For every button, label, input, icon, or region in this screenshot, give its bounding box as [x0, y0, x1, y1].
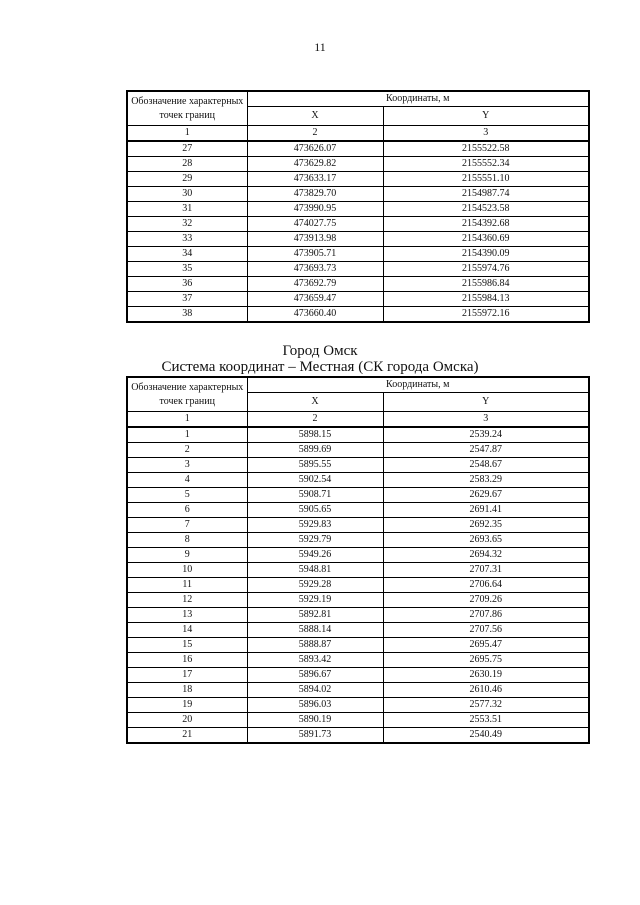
coordinate-system-heading: Система координат – Местная (СК города Омска)	[161, 359, 479, 375]
x-header: X	[247, 393, 383, 412]
point-number-cell: 31	[127, 202, 247, 217]
y-coordinate-cell: 2692.35	[383, 518, 589, 533]
table-row	[127, 728, 589, 744]
point-label-header: Обозначение характерных точек границ	[127, 377, 247, 412]
x-coordinate-cell: 5949.26	[247, 548, 383, 563]
table-row	[127, 307, 589, 323]
x-coordinate-cell: 5948.81	[247, 563, 383, 578]
table-row	[127, 683, 589, 698]
y-coordinate-cell: 2630.19	[383, 668, 589, 683]
table-row	[127, 292, 589, 307]
city-heading: Город Омск	[282, 343, 358, 359]
y-coordinate-cell: 2553.51	[383, 713, 589, 728]
point-number-cell: 3	[127, 458, 247, 473]
x-coordinate-cell: 5929.83	[247, 518, 383, 533]
table-row	[127, 698, 589, 713]
point-number-cell: 13	[127, 608, 247, 623]
table-row	[127, 262, 589, 277]
table-row	[127, 533, 589, 548]
y-coordinate-cell: 2155974.76	[383, 262, 589, 277]
point-number-cell: 28	[127, 157, 247, 172]
y-coordinate-cell: 2548.67	[383, 458, 589, 473]
table-row	[127, 202, 589, 217]
y-coordinate-cell: 2155552.34	[383, 157, 589, 172]
point-number-cell: 8	[127, 533, 247, 548]
point-number-cell: 18	[127, 683, 247, 698]
point-number-cell: 4	[127, 473, 247, 488]
point-number-cell: 11	[127, 578, 247, 593]
x-coordinate-cell: 5905.65	[247, 503, 383, 518]
y-coordinate-cell: 2577.32	[383, 698, 589, 713]
table-row	[127, 443, 589, 458]
coordinates-header: Координаты, м	[247, 377, 589, 393]
column-number: 2	[247, 412, 383, 428]
point-number-cell: 29	[127, 172, 247, 187]
x-coordinate-cell: 473692.79	[247, 277, 383, 292]
y-coordinate-cell: 2154523.58	[383, 202, 589, 217]
column-number: 3	[383, 412, 589, 428]
point-number-cell: 20	[127, 713, 247, 728]
y-header: Y	[383, 393, 589, 412]
x-coordinate-cell: 474027.75	[247, 217, 383, 232]
table-row	[127, 713, 589, 728]
table-row	[127, 232, 589, 247]
y-coordinate-cell: 2154392.68	[383, 217, 589, 232]
x-coordinate-cell: 5898.15	[247, 427, 383, 443]
y-coordinate-cell: 2693.65	[383, 533, 589, 548]
x-coordinate-cell: 5891.73	[247, 728, 383, 744]
x-coordinate-cell: 473633.17	[247, 172, 383, 187]
table-row	[127, 653, 589, 668]
point-number-cell: 34	[127, 247, 247, 262]
point-label-header: Обозначение характерных точек границ	[127, 91, 247, 126]
point-number-cell: 2	[127, 443, 247, 458]
table-row	[127, 427, 589, 443]
point-number-cell: 27	[127, 141, 247, 157]
table-body	[127, 141, 589, 322]
table-row	[127, 638, 589, 653]
table-row	[127, 503, 589, 518]
y-coordinate-cell: 2709.26	[383, 593, 589, 608]
table-row	[127, 473, 589, 488]
y-coordinate-cell: 2707.31	[383, 563, 589, 578]
point-number-cell: 1	[127, 427, 247, 443]
y-coordinate-cell: 2154390.09	[383, 247, 589, 262]
y-coordinate-cell: 2583.29	[383, 473, 589, 488]
x-coordinate-cell: 5896.67	[247, 668, 383, 683]
table-row	[127, 187, 589, 202]
y-coordinate-cell: 2695.75	[383, 653, 589, 668]
y-coordinate-cell: 2155972.16	[383, 307, 589, 323]
x-coordinate-cell: 473659.47	[247, 292, 383, 307]
x-coordinate-cell: 5899.69	[247, 443, 383, 458]
point-number-cell: 36	[127, 277, 247, 292]
table-row	[127, 157, 589, 172]
x-coordinate-cell: 5895.55	[247, 458, 383, 473]
point-number-cell: 33	[127, 232, 247, 247]
x-coordinate-cell: 473913.98	[247, 232, 383, 247]
table-row	[127, 488, 589, 503]
point-number-cell: 7	[127, 518, 247, 533]
table-row	[127, 217, 589, 232]
x-coordinate-cell: 5902.54	[247, 473, 383, 488]
point-number-cell: 38	[127, 307, 247, 323]
y-coordinate-cell: 2707.56	[383, 623, 589, 638]
table-body	[127, 427, 589, 743]
x-coordinate-cell: 473693.73	[247, 262, 383, 277]
y-coordinate-cell: 2155522.58	[383, 141, 589, 157]
x-coordinate-cell: 473660.40	[247, 307, 383, 323]
column-number: 3	[383, 126, 589, 142]
table-row	[127, 458, 589, 473]
point-number-cell: 12	[127, 593, 247, 608]
page-number: 11	[314, 40, 326, 54]
table-row	[127, 578, 589, 593]
table-row	[127, 141, 589, 157]
table-row	[127, 172, 589, 187]
coordinates-table-1	[126, 90, 590, 323]
point-number-cell: 10	[127, 563, 247, 578]
table-row	[127, 668, 589, 683]
x-coordinate-cell: 5890.19	[247, 713, 383, 728]
column-number: 1	[127, 412, 247, 428]
x-coordinate-cell: 5896.03	[247, 698, 383, 713]
point-number-cell: 6	[127, 503, 247, 518]
y-coordinate-cell: 2540.49	[383, 728, 589, 744]
x-coordinate-cell: 5894.02	[247, 683, 383, 698]
x-header: X	[247, 107, 383, 126]
column-number: 2	[247, 126, 383, 142]
y-coordinate-cell: 2539.24	[383, 427, 589, 443]
y-header: Y	[383, 107, 589, 126]
table-row	[127, 247, 589, 262]
x-coordinate-cell: 5929.79	[247, 533, 383, 548]
y-coordinate-cell: 2154360.69	[383, 232, 589, 247]
point-number-cell: 37	[127, 292, 247, 307]
point-number-cell: 9	[127, 548, 247, 563]
point-number-cell: 35	[127, 262, 247, 277]
x-coordinate-cell: 5929.19	[247, 593, 383, 608]
point-number-cell: 16	[127, 653, 247, 668]
x-coordinate-cell: 5892.81	[247, 608, 383, 623]
table-row	[127, 518, 589, 533]
table-row	[127, 277, 589, 292]
y-coordinate-cell: 2155984.13	[383, 292, 589, 307]
x-coordinate-cell: 473829.70	[247, 187, 383, 202]
y-coordinate-cell: 2629.67	[383, 488, 589, 503]
coordinates-table-2	[126, 376, 590, 744]
x-coordinate-cell: 5893.42	[247, 653, 383, 668]
x-coordinate-cell: 5929.28	[247, 578, 383, 593]
x-coordinate-cell: 473629.82	[247, 157, 383, 172]
y-coordinate-cell: 2691.41	[383, 503, 589, 518]
point-number-cell: 19	[127, 698, 247, 713]
table-row	[127, 608, 589, 623]
table-row	[127, 548, 589, 563]
point-number-cell: 5	[127, 488, 247, 503]
y-coordinate-cell: 2610.46	[383, 683, 589, 698]
x-coordinate-cell: 5908.71	[247, 488, 383, 503]
y-coordinate-cell: 2707.86	[383, 608, 589, 623]
point-number-cell: 14	[127, 623, 247, 638]
y-coordinate-cell: 2547.87	[383, 443, 589, 458]
point-number-cell: 32	[127, 217, 247, 232]
point-number-cell: 21	[127, 728, 247, 744]
y-coordinate-cell: 2155986.84	[383, 277, 589, 292]
x-coordinate-cell: 473990.95	[247, 202, 383, 217]
point-number-cell: 15	[127, 638, 247, 653]
point-number-cell: 17	[127, 668, 247, 683]
y-coordinate-cell: 2154987.74	[383, 187, 589, 202]
point-number-cell: 30	[127, 187, 247, 202]
x-coordinate-cell: 5888.14	[247, 623, 383, 638]
x-coordinate-cell: 473626.07	[247, 141, 383, 157]
y-coordinate-cell: 2155551.10	[383, 172, 589, 187]
x-coordinate-cell: 473905.71	[247, 247, 383, 262]
x-coordinate-cell: 5888.87	[247, 638, 383, 653]
y-coordinate-cell: 2695.47	[383, 638, 589, 653]
table-row	[127, 593, 589, 608]
y-coordinate-cell: 2694.32	[383, 548, 589, 563]
table-row	[127, 623, 589, 638]
table-row	[127, 563, 589, 578]
y-coordinate-cell: 2706.64	[383, 578, 589, 593]
column-number: 1	[127, 126, 247, 142]
coordinates-header: Координаты, м	[247, 91, 589, 107]
